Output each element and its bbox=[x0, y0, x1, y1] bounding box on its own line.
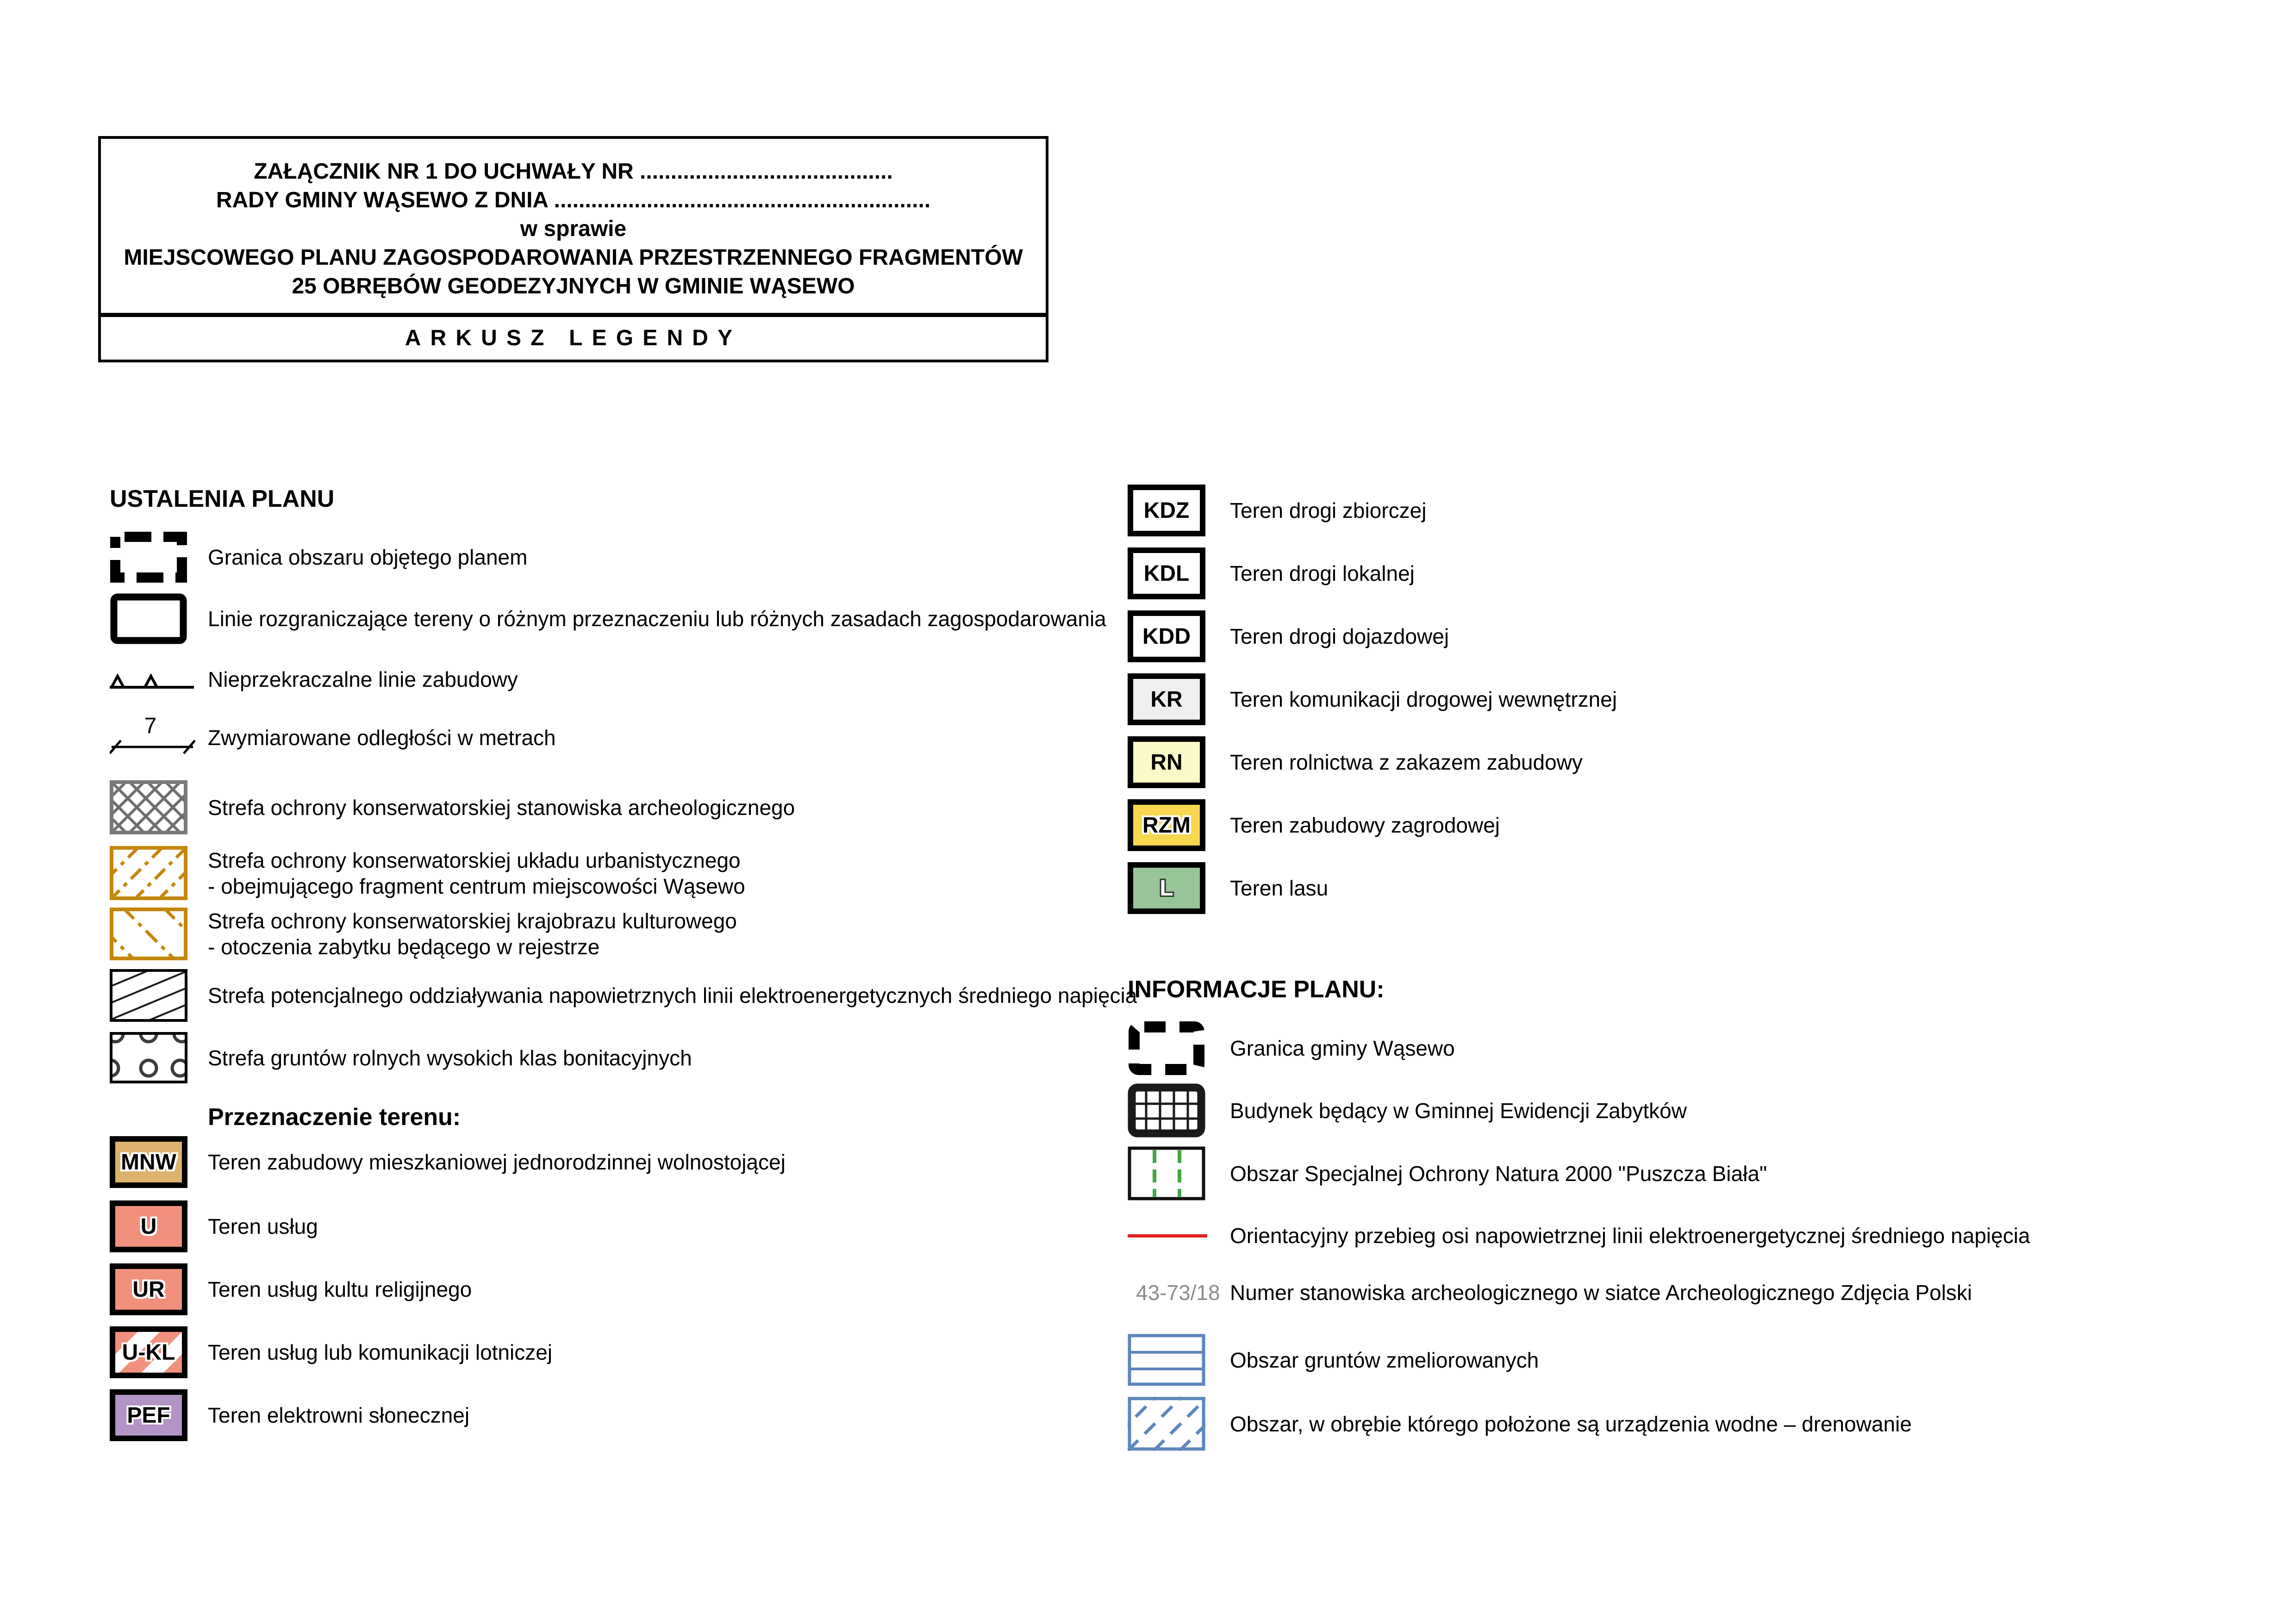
informacje-heading: INFORMACJE PLANU: bbox=[1128, 976, 1385, 1003]
legend-label: Teren zabudowy zagrodowej bbox=[1230, 813, 1500, 837]
title-line-4: MIEJSCOWEGO PLANU ZAGOSPODAROWANIA PRZESTRZENNEGO FRAGMENTÓW bbox=[124, 245, 1023, 270]
legend-label: Zwymiarowane odległości w metrach bbox=[208, 726, 556, 750]
legend-label: Strefa ochrony konserwatorskiej układu urbanistycznego - obejmującego fragment centrum miejscowości Wąsewo bbox=[208, 848, 745, 898]
dimension-line-icon bbox=[110, 716, 200, 759]
orange-hatch-landscape-icon bbox=[110, 908, 187, 960]
legend-row bbox=[1128, 547, 1415, 599]
legend-label: Teren lasu bbox=[1230, 876, 1329, 900]
kdd-code: KDD bbox=[1142, 624, 1191, 649]
legend-row bbox=[110, 846, 745, 900]
legend-row bbox=[110, 969, 1137, 1022]
legend-label: Granica gminy Wąsewo bbox=[1230, 1036, 1455, 1060]
kdz-code: KDZ bbox=[1143, 498, 1190, 523]
dimension-value: 7 bbox=[144, 716, 157, 738]
legend-label: Teren zabudowy mieszkaniowej jednorodzinnej wolnostojącej bbox=[208, 1150, 786, 1174]
u-code: U bbox=[140, 1214, 157, 1239]
rn-swatch bbox=[1128, 736, 1205, 788]
orange-hatch-urban-icon bbox=[110, 846, 187, 900]
title-text bbox=[101, 139, 1046, 313]
kdl-swatch bbox=[1128, 547, 1205, 599]
legend-row bbox=[110, 667, 518, 692]
legend-label: Teren elektrowni słonecznej bbox=[208, 1403, 470, 1427]
legend-label: Teren komunikacji drogowej wewnętrznej bbox=[1230, 687, 1617, 711]
legend-row bbox=[110, 531, 527, 583]
legend-row bbox=[110, 1032, 692, 1083]
rn-code: RN bbox=[1150, 750, 1183, 775]
legend-label: Teren drogi dojazdowej bbox=[1230, 624, 1449, 648]
legend-row bbox=[110, 1389, 469, 1441]
gmina-boundary-icon bbox=[1128, 1020, 1205, 1076]
pef-swatch bbox=[110, 1389, 187, 1441]
legend-label: Budynek będący w Gminnej Ewidencji Zabytków bbox=[1230, 1098, 1687, 1123]
legend-label: Numer stanowiska archeologicznego w siatce Archeologicznego Zdjęcia Polski bbox=[1230, 1281, 1972, 1305]
przeznaczenie-heading: Przeznaczenie terenu: bbox=[208, 1104, 461, 1131]
legend-label: Strefa gruntów rolnych wysokich klas bonitacyjnych bbox=[208, 1045, 692, 1070]
soil-circles-icon bbox=[110, 1032, 187, 1083]
legend-row bbox=[1128, 1146, 1767, 1200]
legend-label: Linie rozgraniczające tereny o różnym przeznaczeniu lub różnych zasadach zagospodarowania bbox=[208, 607, 1106, 631]
ur-swatch bbox=[110, 1263, 187, 1315]
ur-code: UR bbox=[132, 1277, 165, 1302]
legend-row bbox=[110, 908, 737, 960]
mnw-swatch bbox=[110, 1136, 187, 1188]
legend-label: Teren usług kultu religijnego bbox=[208, 1277, 472, 1301]
dividing-lines-icon bbox=[110, 593, 187, 645]
title-line-1: ZAŁĄCZNIK NR 1 DO UCHWAŁY NR ......................................... bbox=[254, 159, 893, 184]
legend-row bbox=[1128, 1334, 1539, 1386]
kdl-code: KDL bbox=[1143, 561, 1190, 586]
legend-row bbox=[1128, 862, 1328, 914]
title-line-2: RADY GMINY WĄSEWO Z DNIA ............................................................. bbox=[216, 188, 931, 212]
legend-sheet-subtitle-bar bbox=[101, 313, 1046, 360]
legend-label: Obszar gruntów zmeliorowanych bbox=[1230, 1348, 1539, 1372]
u-kl-code: U-KL bbox=[122, 1340, 175, 1365]
power-line-hatch-icon bbox=[110, 969, 187, 1022]
legend-row bbox=[110, 716, 556, 759]
l-code: L bbox=[1160, 876, 1173, 901]
legend-label: Teren rolnictwa z zakazem zabudowy bbox=[1230, 750, 1583, 774]
building-limit-line-icon bbox=[110, 667, 200, 692]
natura2000-icon bbox=[1128, 1146, 1205, 1200]
rzm-code: RZM bbox=[1142, 813, 1191, 838]
legend-row bbox=[1128, 1397, 1912, 1451]
l-swatch bbox=[1128, 862, 1205, 914]
legend-label: Teren usług lub komunikacji lotniczej bbox=[208, 1340, 553, 1364]
pef-code: PEF bbox=[127, 1403, 170, 1428]
legend-label: Strefa potencjalnego oddziaływania napowietrznych linii elektroenergetycznych średniego napięcia bbox=[208, 983, 1137, 1007]
legend-label: Teren usług bbox=[208, 1214, 318, 1238]
u-swatch bbox=[110, 1200, 187, 1252]
blue-dashed-hatch-icon bbox=[1128, 1397, 1205, 1451]
legend-label: Obszar, w obrębie którego położone są urządzenia wodne – drenowanie bbox=[1230, 1412, 1912, 1436]
legend-row bbox=[1128, 799, 1500, 851]
mnw-code: MNW bbox=[121, 1150, 176, 1175]
legend-row bbox=[110, 593, 1106, 645]
legend-row bbox=[110, 1200, 318, 1252]
kdz-swatch bbox=[1128, 485, 1205, 536]
legend-row bbox=[1128, 673, 1617, 725]
legend-label: Orientacyjny przebieg osi napowietrznej linii elektroenergetycznej średniego napięcia bbox=[1230, 1224, 2030, 1248]
title-block bbox=[98, 136, 1048, 362]
legend-row bbox=[110, 1263, 472, 1315]
legend-row bbox=[1128, 610, 1449, 662]
legend-row bbox=[1128, 1020, 1455, 1076]
ustalenia-heading: USTALENIA PLANU bbox=[110, 485, 335, 512]
kr-swatch bbox=[1128, 673, 1205, 725]
legend-sheet-subtitle: ARKUSZ LEGENDY bbox=[405, 326, 742, 350]
legend-row bbox=[1128, 1083, 1687, 1138]
u-kl-swatch bbox=[110, 1326, 187, 1378]
legend-row bbox=[1128, 1217, 2030, 1254]
legend-label: Teren drogi zbiorczej bbox=[1230, 498, 1427, 522]
kr-code: KR bbox=[1150, 687, 1183, 712]
kdd-swatch bbox=[1128, 610, 1205, 662]
plan-boundary-icon bbox=[110, 531, 187, 583]
legend-label: Granica obszaru objętego planem bbox=[208, 545, 528, 569]
legend-label: Nieprzekraczalne linie zabudowy bbox=[208, 667, 518, 691]
legend-row bbox=[110, 1326, 552, 1378]
legend-label: Strefa ochrony konserwatorskiej stanowiska archeologicznego bbox=[208, 795, 795, 820]
legend-row bbox=[110, 1136, 786, 1188]
legend-row bbox=[1128, 1274, 1972, 1311]
heritage-building-grid-icon bbox=[1128, 1083, 1205, 1138]
blue-rows-icon bbox=[1128, 1334, 1205, 1386]
legend-label: Strefa ochrony konserwatorskiej krajobrazu kulturowego - otoczenia zabytku będącego w rejestrze bbox=[208, 909, 737, 959]
legend-row bbox=[110, 780, 795, 834]
crosshatch-icon bbox=[110, 780, 187, 834]
legend-label: Obszar Specjalnej Ochrony Natura 2000 "Puszcza Biała" bbox=[1230, 1161, 1767, 1186]
legend-label: Teren drogi lokalnej bbox=[1230, 561, 1415, 585]
title-line-3: w sprawie bbox=[520, 217, 627, 241]
azp-number-sample: 43-73/18 bbox=[1136, 1281, 1220, 1305]
title-line-5: 25 OBRĘBÓW GEODEZYJNYCH W GMINIE WĄSEWO bbox=[292, 274, 855, 298]
rzm-swatch bbox=[1128, 799, 1205, 851]
legend-row bbox=[1128, 736, 1583, 788]
legend-row bbox=[1128, 485, 1426, 536]
red-power-axis-line-icon bbox=[1128, 1234, 1207, 1237]
